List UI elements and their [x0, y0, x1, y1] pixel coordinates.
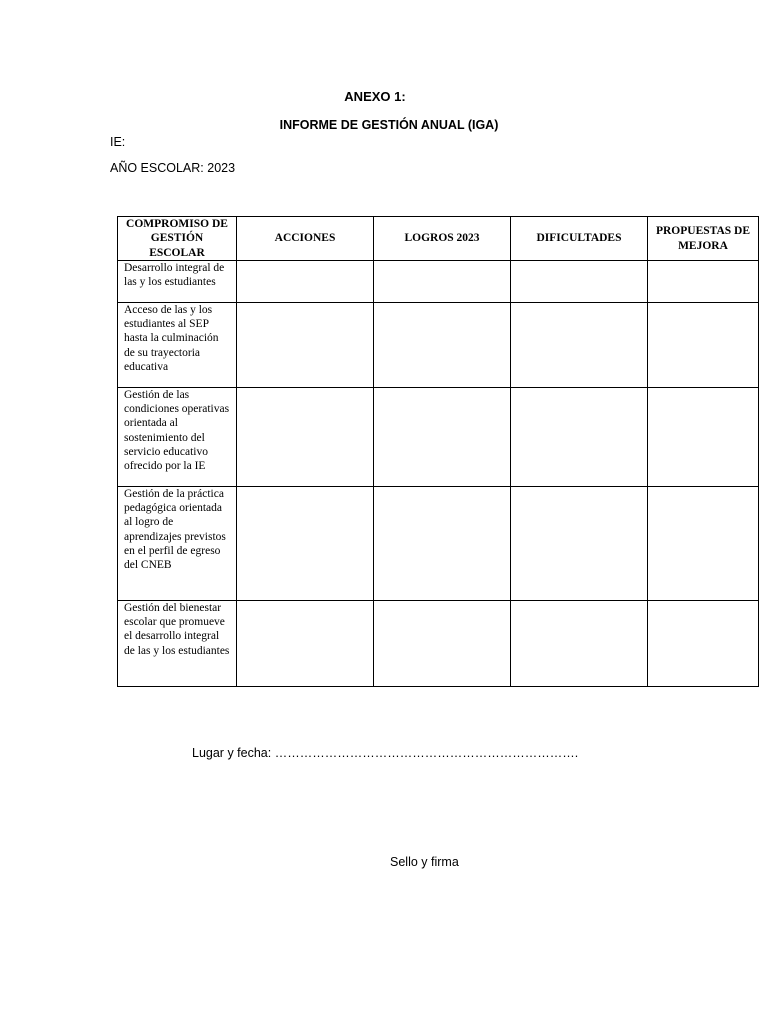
compromiso-cell: Gestión de la práctica pedagógica orientada al logro de aprendizajes previstos en el perfil de egreso del CNEB — [118, 487, 237, 601]
table-row — [118, 303, 759, 388]
school-year-label: AÑO ESCOLAR: 2023 — [110, 161, 236, 175]
table-row — [118, 487, 759, 601]
acciones-cell[interactable] — [237, 303, 374, 388]
header-compromiso: COMPROMISO DE GESTIÓN ESCOLAR — [118, 217, 237, 261]
dificultades-cell[interactable] — [511, 601, 648, 687]
propuestas-cell[interactable] — [648, 303, 759, 388]
dificultades-cell[interactable] — [511, 388, 648, 487]
compromiso-cell: Acceso de las y los estudiantes al SEP hasta la culminación de su trayectoria educativa — [118, 303, 237, 388]
dificultades-cell[interactable] — [511, 261, 648, 303]
logros-cell[interactable] — [374, 261, 511, 303]
table-row — [118, 601, 759, 687]
dificultades-cell[interactable] — [511, 303, 648, 388]
acciones-cell[interactable] — [237, 487, 374, 601]
dificultades-cell[interactable] — [511, 487, 648, 601]
iga-table — [117, 216, 759, 687]
ie-label: IE: — [110, 135, 126, 149]
compromiso-cell: Gestión de las condiciones operativas orientada al sostenimiento del servicio educativo ofrecido por la IE — [118, 388, 237, 487]
logros-cell[interactable] — [374, 303, 511, 388]
propuestas-cell[interactable] — [648, 601, 759, 687]
logros-cell[interactable] — [374, 388, 511, 487]
logros-cell[interactable] — [374, 601, 511, 687]
acciones-cell[interactable] — [237, 601, 374, 687]
logros-cell[interactable] — [374, 487, 511, 601]
header-acciones: ACCIONES — [237, 217, 374, 261]
header-dificultades: DIFICULTADES — [511, 217, 648, 261]
table-row — [118, 388, 759, 487]
propuestas-cell[interactable] — [648, 487, 759, 601]
signature-label: Sello y firma — [390, 855, 459, 869]
compromiso-cell: Desarrollo integral de las y los estudiantes — [118, 261, 237, 303]
place-date-line: Lugar y fecha: ………………………………………………………………. — [192, 746, 579, 760]
compromiso-cell: Gestión del bienestar escolar que promueve el desarrollo integral de las y los estudiantes — [118, 601, 237, 687]
header-propuestas: PROPUESTAS DE MEJORA — [648, 217, 759, 261]
acciones-cell[interactable] — [237, 388, 374, 487]
table-header-row — [118, 217, 759, 261]
table-row — [118, 261, 759, 303]
propuestas-cell[interactable] — [648, 261, 759, 303]
propuestas-cell[interactable] — [648, 388, 759, 487]
document-title: ANEXO 1: — [344, 89, 406, 104]
header-logros: LOGROS 2023 — [374, 217, 511, 261]
document-subtitle: INFORME DE GESTIÓN ANUAL (IGA) — [279, 118, 499, 132]
acciones-cell[interactable] — [237, 261, 374, 303]
